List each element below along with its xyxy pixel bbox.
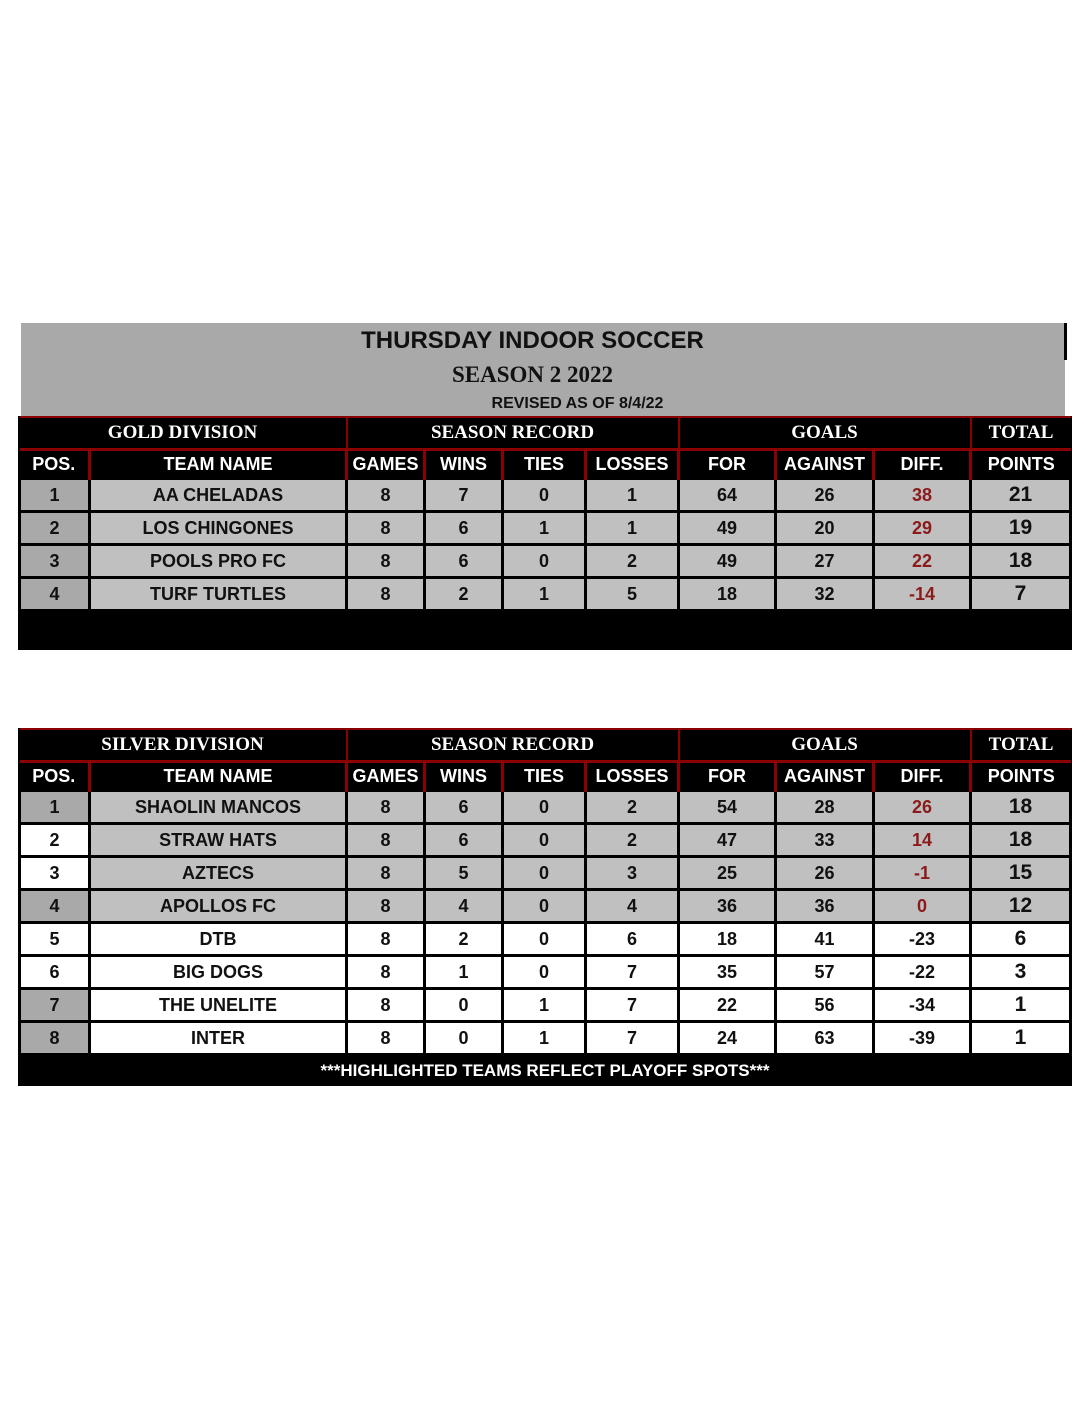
team-row	[20, 857, 1071, 890]
cell-diff: -23	[874, 923, 971, 956]
cell-against: 63	[776, 1022, 874, 1055]
cell-diff: 22	[874, 545, 971, 578]
cell-pos: 8	[20, 1022, 90, 1055]
cell-points: 3	[971, 956, 1071, 989]
cell-for: 49	[679, 545, 776, 578]
cell-pos: 6	[20, 956, 90, 989]
cell-points: 18	[971, 791, 1071, 824]
cell-pos: 4	[20, 890, 90, 923]
team-row	[20, 1022, 1071, 1055]
cell-team: DTB	[90, 923, 347, 956]
cell-diff: 38	[874, 479, 971, 512]
cell-team: LOS CHINGONES	[90, 512, 347, 545]
cell-games: 8	[347, 578, 425, 611]
cell-ties: 0	[503, 545, 586, 578]
cell-diff: 14	[874, 824, 971, 857]
silver-group-header-row	[20, 729, 1071, 762]
goals-header: GOALS	[679, 729, 971, 762]
cell-team: AA CHELADAS	[90, 479, 347, 512]
cell-wins: 6	[425, 545, 503, 578]
col-against: AGAINST	[776, 762, 874, 791]
total-header: TOTAL	[971, 729, 1071, 762]
cell-points: 15	[971, 857, 1071, 890]
cell-losses: 2	[586, 824, 679, 857]
cell-diff: 29	[874, 512, 971, 545]
cell-wins: 4	[425, 890, 503, 923]
cell-ties: 0	[503, 890, 586, 923]
cell-team: BIG DOGS	[90, 956, 347, 989]
cell-losses: 6	[586, 923, 679, 956]
col-games: GAMES	[347, 450, 425, 479]
cell-games: 8	[347, 956, 425, 989]
cell-against: 33	[776, 824, 874, 857]
cell-for: 25	[679, 857, 776, 890]
cell-wins: 0	[425, 1022, 503, 1055]
cell-team: APOLLOS FC	[90, 890, 347, 923]
cell-against: 26	[776, 479, 874, 512]
season-record-header: SEASON RECORD	[347, 729, 679, 762]
col-points: POINTS	[971, 762, 1071, 791]
team-row	[20, 512, 1071, 545]
league-title: THURSDAY INDOOR SOCCER	[361, 327, 704, 354]
season-record-header: SEASON RECORD	[347, 417, 679, 450]
cell-games: 8	[347, 545, 425, 578]
cell-diff: -22	[874, 956, 971, 989]
cell-pos: 2	[20, 824, 90, 857]
cell-games: 8	[347, 791, 425, 824]
cell-for: 22	[679, 989, 776, 1022]
cell-games: 8	[347, 824, 425, 857]
col-for: FOR	[679, 450, 776, 479]
cell-pos: 1	[20, 479, 90, 512]
playoff-note-row	[20, 1055, 1071, 1087]
cell-ties: 0	[503, 956, 586, 989]
cell-against: 20	[776, 512, 874, 545]
cell-ties: 0	[503, 923, 586, 956]
total-header: TOTAL	[971, 417, 1071, 450]
cell-games: 8	[347, 512, 425, 545]
cell-team: STRAW HATS	[90, 824, 347, 857]
cell-for: 47	[679, 824, 776, 857]
team-row	[20, 989, 1071, 1022]
col-wins: WINS	[425, 450, 503, 479]
cell-games: 8	[347, 1022, 425, 1055]
cell-losses: 2	[586, 791, 679, 824]
cell-losses: 1	[586, 512, 679, 545]
cell-losses: 4	[586, 890, 679, 923]
team-row	[20, 824, 1071, 857]
cell-points: 18	[971, 545, 1071, 578]
cell-pos: 7	[20, 989, 90, 1022]
cell-wins: 6	[425, 512, 503, 545]
cell-diff: 0	[874, 890, 971, 923]
cell-for: 36	[679, 890, 776, 923]
cell-ties: 1	[503, 1022, 586, 1055]
cell-for: 49	[679, 512, 776, 545]
col-for: FOR	[679, 762, 776, 791]
cell-games: 8	[347, 989, 425, 1022]
gold-column-header-row	[20, 450, 1071, 479]
cell-wins: 6	[425, 824, 503, 857]
cell-wins: 2	[425, 578, 503, 611]
cell-losses: 7	[586, 956, 679, 989]
col-pos: POS.	[20, 762, 90, 791]
cell-points: 19	[971, 512, 1071, 545]
cell-wins: 1	[425, 956, 503, 989]
cell-losses: 1	[586, 479, 679, 512]
cell-team: POOLS PRO FC	[90, 545, 347, 578]
col-games: GAMES	[347, 762, 425, 791]
col-points: POINTS	[971, 450, 1071, 479]
col-losses: LOSSES	[586, 450, 679, 479]
cell-pos: 2	[20, 512, 90, 545]
cell-ties: 1	[503, 989, 586, 1022]
col-ties: TIES	[503, 450, 586, 479]
col-pos: POS.	[20, 450, 90, 479]
gold-division-label: GOLD DIVISION	[20, 417, 347, 450]
cell-for: 18	[679, 578, 776, 611]
col-against: AGAINST	[776, 450, 874, 479]
cell-wins: 5	[425, 857, 503, 890]
team-row	[20, 791, 1071, 824]
cell-wins: 7	[425, 479, 503, 512]
cell-games: 8	[347, 923, 425, 956]
cell-points: 21	[971, 479, 1071, 512]
cell-team: INTER	[90, 1022, 347, 1055]
cell-ties: 1	[503, 578, 586, 611]
cell-pos: 3	[20, 545, 90, 578]
silver-division-table	[18, 728, 1072, 1086]
team-row	[20, 479, 1071, 512]
cell-for: 35	[679, 956, 776, 989]
cell-points: 1	[971, 1022, 1071, 1055]
playoff-footnote: ***HIGHLIGHTED TEAMS REFLECT PLAYOFF SPOTS***	[20, 1055, 1071, 1087]
cell-pos: 5	[20, 923, 90, 956]
team-row	[20, 545, 1071, 578]
cell-ties: 1	[503, 512, 586, 545]
cell-ties: 0	[503, 824, 586, 857]
cell-for: 54	[679, 791, 776, 824]
col-ties: TIES	[503, 762, 586, 791]
cell-for: 64	[679, 479, 776, 512]
col-team-name: TEAM NAME	[90, 762, 347, 791]
cell-against: 26	[776, 857, 874, 890]
cell-points: 7	[971, 578, 1071, 611]
cell-points: 1	[971, 989, 1071, 1022]
cell-team: THE UNELITE	[90, 989, 347, 1022]
col-losses: LOSSES	[586, 762, 679, 791]
cell-against: 57	[776, 956, 874, 989]
cell-ties: 0	[503, 791, 586, 824]
cell-losses: 7	[586, 989, 679, 1022]
cell-diff: -34	[874, 989, 971, 1022]
cell-against: 32	[776, 578, 874, 611]
cell-against: 36	[776, 890, 874, 923]
cell-team: TURF TURTLES	[90, 578, 347, 611]
revised-date: REVISED AS OF 8/4/22	[491, 395, 664, 412]
cell-diff: -14	[874, 578, 971, 611]
gold-group-header-row	[20, 417, 1071, 450]
team-row	[20, 956, 1071, 989]
cell-for: 18	[679, 923, 776, 956]
team-row	[20, 923, 1071, 956]
cell-for: 24	[679, 1022, 776, 1055]
cell-against: 56	[776, 989, 874, 1022]
cell-diff: 26	[874, 791, 971, 824]
cell-against: 41	[776, 923, 874, 956]
cell-wins: 0	[425, 989, 503, 1022]
col-diff: DIFF.	[874, 450, 971, 479]
silver-column-header-row	[20, 762, 1071, 791]
cell-pos: 3	[20, 857, 90, 890]
cell-against: 28	[776, 791, 874, 824]
cell-pos: 1	[20, 791, 90, 824]
cell-team: SHAOLIN MANCOS	[90, 791, 347, 824]
cell-games: 8	[347, 479, 425, 512]
col-team-name: TEAM NAME	[90, 450, 347, 479]
cell-games: 8	[347, 890, 425, 923]
season-title: SEASON 2 2022	[451, 362, 614, 387]
cell-losses: 7	[586, 1022, 679, 1055]
team-row	[20, 890, 1071, 923]
cell-pos: 4	[20, 578, 90, 611]
cell-games: 8	[347, 857, 425, 890]
silver-division-label: SILVER DIVISION	[20, 729, 347, 762]
cell-points: 12	[971, 890, 1071, 923]
cell-diff: -1	[874, 857, 971, 890]
cell-losses: 5	[586, 578, 679, 611]
goals-header: GOALS	[679, 417, 971, 450]
cell-points: 18	[971, 824, 1071, 857]
cell-points: 6	[971, 923, 1071, 956]
cell-wins: 6	[425, 791, 503, 824]
cell-team: AZTECS	[90, 857, 347, 890]
col-diff: DIFF.	[874, 762, 971, 791]
cell-losses: 2	[586, 545, 679, 578]
cell-losses: 3	[586, 857, 679, 890]
cell-against: 27	[776, 545, 874, 578]
cell-ties: 0	[503, 857, 586, 890]
col-wins: WINS	[425, 762, 503, 791]
team-row	[20, 578, 1071, 611]
cell-diff: -39	[874, 1022, 971, 1055]
cell-wins: 2	[425, 923, 503, 956]
gold-division-table	[18, 416, 1072, 650]
cell-ties: 0	[503, 479, 586, 512]
gold-table-footer	[20, 611, 1071, 651]
